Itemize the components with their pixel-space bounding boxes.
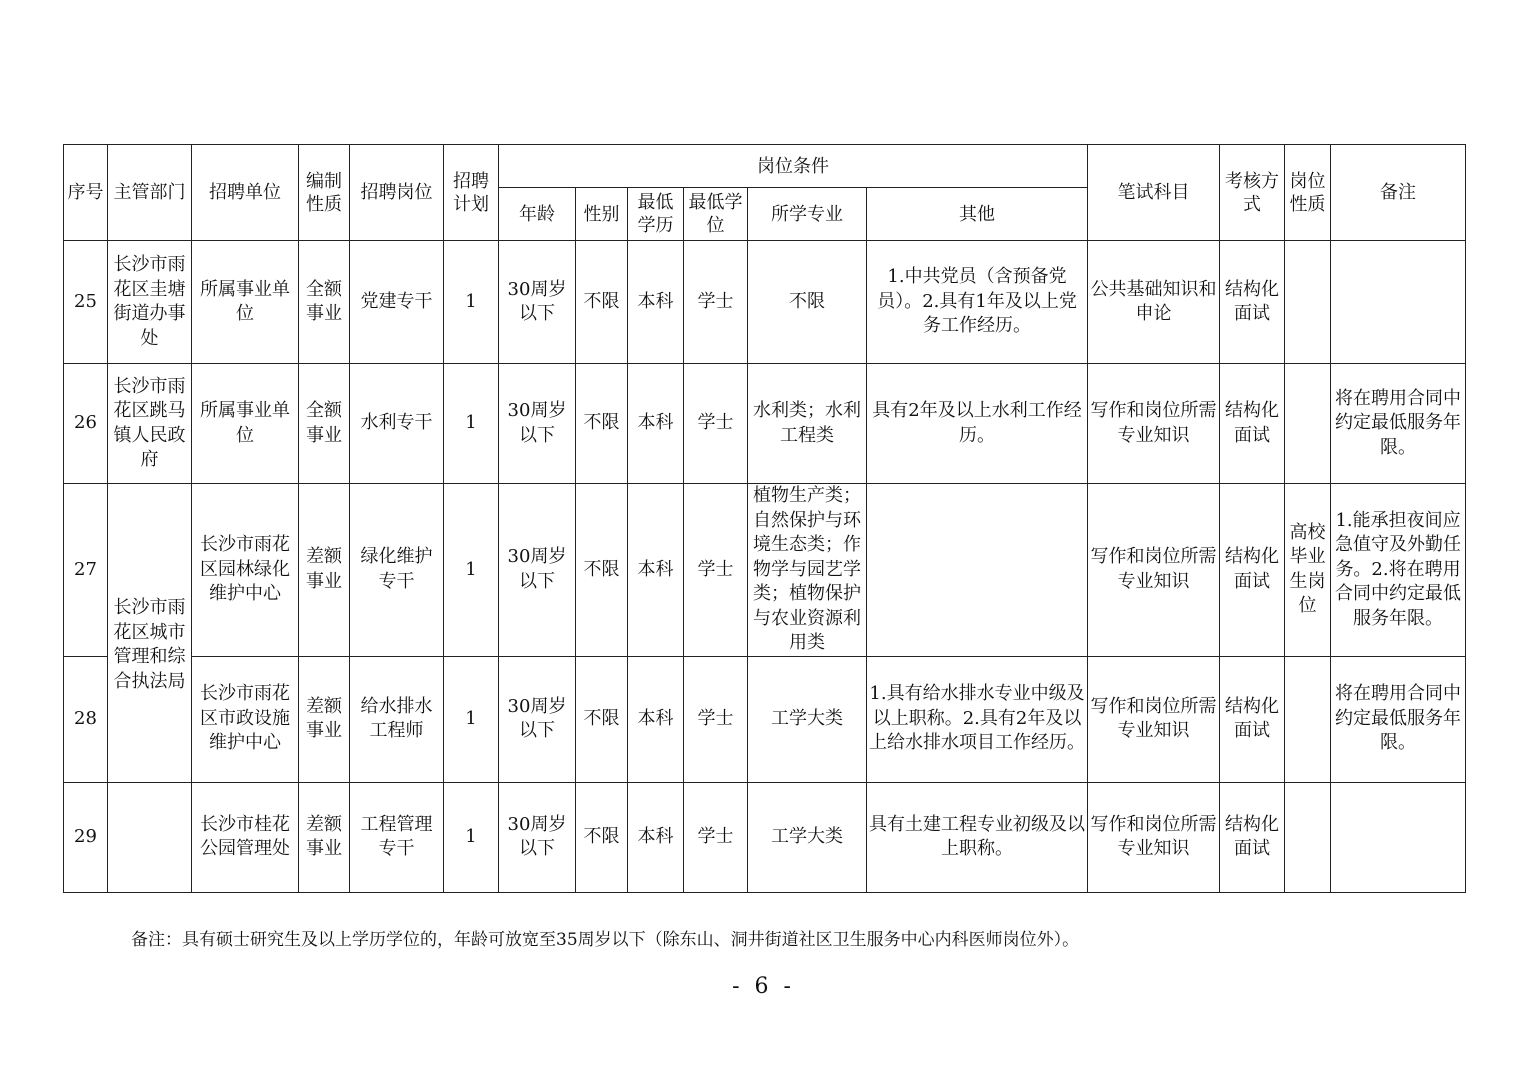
cell-gender: 不限	[576, 656, 628, 782]
cell-major: 工学大类	[748, 782, 867, 892]
cell-position: 党建专干	[350, 241, 444, 364]
cell-degree: 学士	[684, 782, 748, 892]
cell-major: 不限	[748, 241, 867, 364]
cell-nature	[1285, 364, 1331, 484]
header-edu: 最低学历	[628, 188, 684, 241]
cell-exam: 公共基础知识和申论	[1088, 241, 1220, 364]
table-row	[64, 656, 1466, 782]
cell-unit: 所属事业单位	[192, 241, 299, 364]
header-nature: 岗位性质	[1285, 145, 1331, 241]
cell-staffing: 差额事业	[299, 484, 350, 657]
cell-unit: 所属事业单位	[192, 364, 299, 484]
cell-remark: 将在聘用合同中约定最低服务年限。	[1331, 656, 1466, 782]
cell-staffing: 全额事业	[299, 364, 350, 484]
header-plan: 招聘计划	[444, 145, 499, 241]
cell-other: 具有土建工程专业初级及以上职称。	[867, 782, 1088, 892]
cell-assess: 结构化面试	[1220, 364, 1285, 484]
header-other: 其他	[867, 188, 1088, 241]
header-degree: 最低学位	[684, 188, 748, 241]
cell-exam: 写作和岗位所需专业知识	[1088, 782, 1220, 892]
cell-nature	[1285, 782, 1331, 892]
cell-remark	[1331, 241, 1466, 364]
cell-degree: 学士	[684, 484, 748, 657]
cell-seq: 27	[64, 484, 108, 657]
recruitment-table	[63, 144, 1466, 893]
header-gender: 性别	[576, 188, 628, 241]
table-row	[64, 484, 1466, 657]
cell-unit: 长沙市雨花区园林绿化维护中心	[192, 484, 299, 657]
cell-nature: 高校毕业生岗位	[1285, 484, 1331, 657]
header-unit: 招聘单位	[192, 145, 299, 241]
cell-degree: 学士	[684, 656, 748, 782]
header-age: 年龄	[499, 188, 576, 241]
cell-edu: 本科	[628, 241, 684, 364]
cell-age: 30周岁以下	[499, 484, 576, 657]
cell-seq: 28	[64, 656, 108, 782]
cell-plan: 1	[444, 484, 499, 657]
cell-assess: 结构化面试	[1220, 656, 1285, 782]
cell-other: 1.中共党员（含预备党员）。2.具有1年及以上党务工作经历。	[867, 241, 1088, 364]
cell-major: 水利类；水利工程类	[748, 364, 867, 484]
cell-gender: 不限	[576, 241, 628, 364]
cell-nature	[1285, 241, 1331, 364]
cell-plan: 1	[444, 364, 499, 484]
header-position: 招聘岗位	[350, 145, 444, 241]
cell-seq: 29	[64, 782, 108, 892]
cell-assess: 结构化面试	[1220, 782, 1285, 892]
cell-age: 30周岁以下	[499, 241, 576, 364]
cell-seq: 26	[64, 364, 108, 484]
cell-remark	[1331, 782, 1466, 892]
cell-exam: 写作和岗位所需专业知识	[1088, 484, 1220, 657]
cell-remark: 1.能承担夜间应急值守及外勤任务。2.将在聘用合同中约定最低服务年限。	[1331, 484, 1466, 657]
cell-age: 30周岁以下	[499, 782, 576, 892]
cell-exam: 写作和岗位所需专业知识	[1088, 656, 1220, 782]
cell-plan: 1	[444, 241, 499, 364]
cell-plan: 1	[444, 656, 499, 782]
cell-major: 工学大类	[748, 656, 867, 782]
cell-assess: 结构化面试	[1220, 484, 1285, 657]
cell-edu: 本科	[628, 782, 684, 892]
cell-dept: 长沙市雨花区圭塘街道办事处	[108, 241, 192, 364]
header-seq: 序号	[64, 145, 108, 241]
cell-other	[867, 484, 1088, 657]
cell-seq: 25	[64, 241, 108, 364]
cell-other: 1.具有给水排水专业中级及以上职称。2.具有2年及以上给水排水项目工作经历。	[867, 656, 1088, 782]
header-exam: 笔试科目	[1088, 145, 1220, 241]
page-number: - 6 -	[732, 974, 795, 999]
cell-position: 给水排水工程师	[350, 656, 444, 782]
cell-staffing: 差额事业	[299, 782, 350, 892]
cell-remark: 将在聘用合同中约定最低服务年限。	[1331, 364, 1466, 484]
header-staffing: 编制性质	[299, 145, 350, 241]
cell-assess: 结构化面试	[1220, 241, 1285, 364]
cell-unit: 长沙市桂花公园管理处	[192, 782, 299, 892]
cell-degree: 学士	[684, 241, 748, 364]
cell-position: 水利专干	[350, 364, 444, 484]
cell-gender: 不限	[576, 364, 628, 484]
cell-dept: 长沙市雨花区跳马镇人民政府	[108, 364, 192, 484]
header-conditions: 岗位条件	[499, 145, 1088, 188]
header-remark: 备注	[1331, 145, 1466, 241]
cell-staffing: 全额事业	[299, 241, 350, 364]
cell-degree: 学士	[684, 364, 748, 484]
cell-nature	[1285, 656, 1331, 782]
cell-gender: 不限	[576, 484, 628, 657]
cell-age: 30周岁以下	[499, 364, 576, 484]
cell-exam: 写作和岗位所需专业知识	[1088, 364, 1220, 484]
footnote: 备注：具有硕士研究生及以上学历学位的，年龄可放宽至35周岁以下（除东山、洞井街道社区卫生服务中心内科医师岗位外）。	[131, 930, 1080, 950]
cell-edu: 本科	[628, 656, 684, 782]
cell-position: 绿化维护专干	[350, 484, 444, 657]
cell-dept: 长沙市雨花区城市管理和综合执法局	[108, 484, 192, 783]
cell-position: 工程管理专干	[350, 782, 444, 892]
header-major: 所学专业	[748, 188, 867, 241]
cell-unit: 长沙市雨花区市政设施维护中心	[192, 656, 299, 782]
header-assess: 考核方式	[1220, 145, 1285, 241]
cell-age: 30周岁以下	[499, 656, 576, 782]
cell-other: 具有2年及以上水利工作经历。	[867, 364, 1088, 484]
table-row	[64, 782, 1466, 892]
table-row	[64, 364, 1466, 484]
cell-major: 植物生产类；自然保护与环境生态类；作物学与园艺学类；植物保护与农业资源利用类	[748, 484, 867, 657]
table-row	[64, 241, 1466, 364]
cell-staffing: 差额事业	[299, 656, 350, 782]
cell-plan: 1	[444, 782, 499, 892]
cell-dept	[108, 782, 192, 892]
header-dept: 主管部门	[108, 145, 192, 241]
cell-gender: 不限	[576, 782, 628, 892]
cell-edu: 本科	[628, 364, 684, 484]
cell-edu: 本科	[628, 484, 684, 657]
